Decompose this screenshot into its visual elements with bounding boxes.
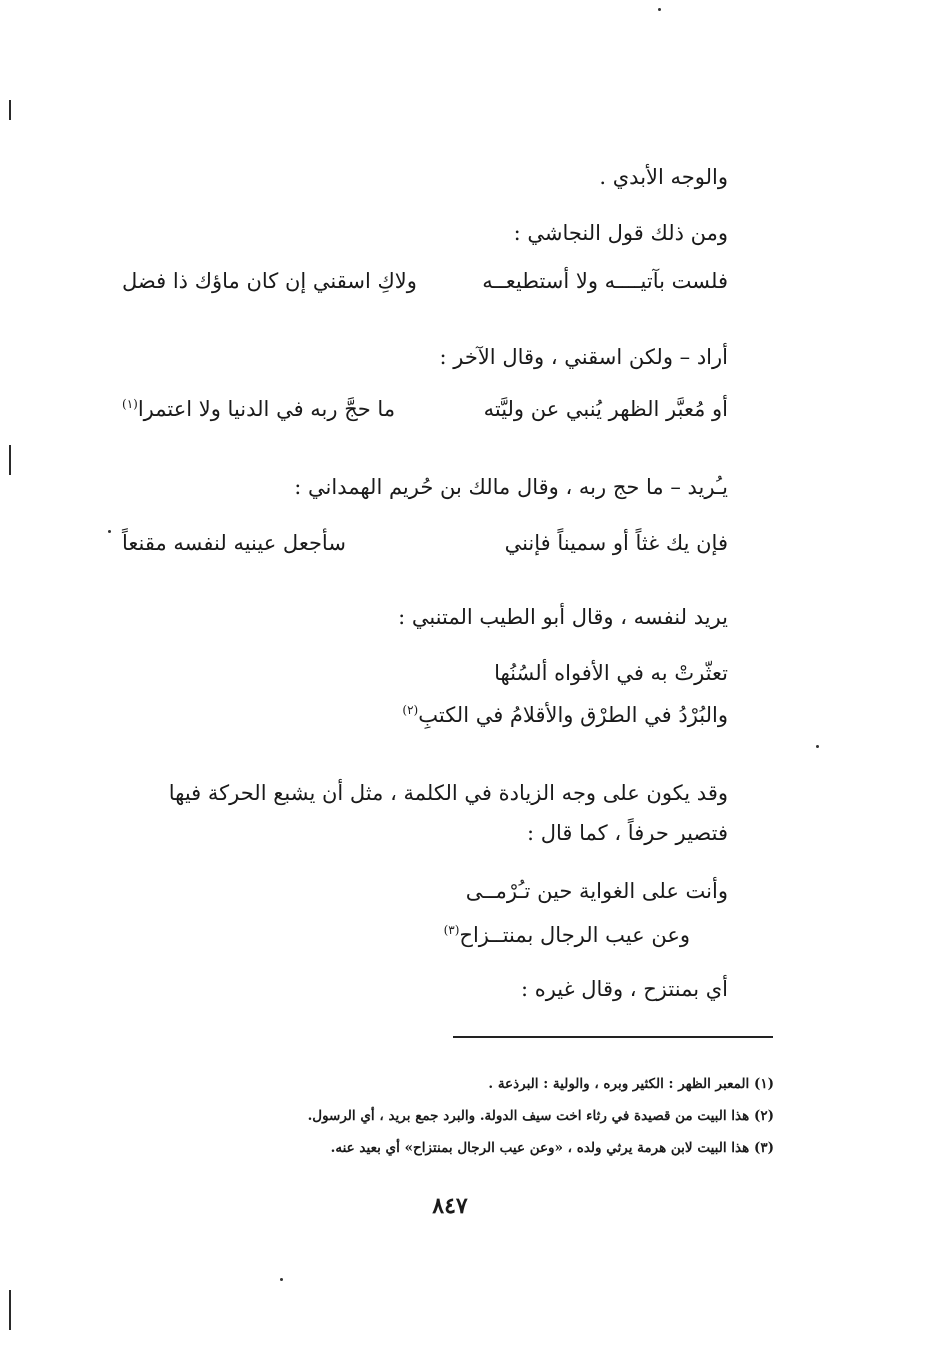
verse-line-first: تعثّرتْ به في الأفواه ألسُنُها	[494, 661, 728, 685]
verse-hemistich-second	[122, 394, 395, 424]
verse-line	[122, 266, 728, 296]
footnote-separator	[453, 1036, 773, 1038]
scan-speck	[816, 745, 819, 748]
text-line: أراد – ولكن اسقني ، وقال الآخر :	[439, 345, 728, 369]
scan-edge-line	[9, 445, 11, 475]
text-line: فتصير حرفاً ، كما قال :	[527, 821, 728, 845]
verse-hemistich-second: ولاكِ اسقني إن كان ماؤك ذا فضل	[122, 269, 417, 293]
verse-line-second	[402, 700, 728, 730]
text-line: وقد يكون على وجه الزيادة في الكلمة ، مثل أن يشبع الحركة فيها	[168, 781, 728, 805]
verse-hemistich-first: فإن يك غثاً أو سميناً فإنني	[504, 531, 728, 555]
verse-line	[122, 394, 728, 424]
footnote-marker: (١)	[122, 397, 138, 411]
verse-line	[122, 528, 728, 558]
verse-text: وعن عيب الرجال بمنتــزاح	[459, 923, 690, 947]
verse-hemistich-first: أو مُعبَّر الظهر يُنبي عن وليَّته	[483, 397, 728, 421]
scan-speck	[280, 1278, 283, 1281]
verse-text: ما حجَّ ربه في الدنيا ولا اعتمرا	[137, 397, 396, 421]
scan-edge-line	[9, 1290, 11, 1330]
footnote: (٢) هذا البيت من قصيدة في رثاء اخت سيف الدولة. والبرد جمع بريد ، أي الرسول.	[307, 1108, 774, 1124]
scan-edge-line	[9, 100, 11, 120]
verse-line-second	[444, 920, 690, 950]
footnote-marker: (٣)	[443, 923, 460, 937]
footnote-marker: (٢)	[402, 703, 419, 717]
verse-line-first: وأنت على الغواية حين تـُرْمــى	[465, 879, 728, 903]
scan-speck	[658, 8, 661, 11]
text-line: يريد لنفسه ، وقال أبو الطيب المتنبي :	[398, 605, 728, 629]
verse-hemistich-second: سأجعل عينيه لنفسه مقنعاً	[122, 531, 346, 555]
text-line: أي بمنتزح ، وقال غيره :	[520, 977, 728, 1001]
page-number: ٨٤٧	[432, 1193, 468, 1219]
text-line: ومن ذلك قول النجاشي :	[513, 221, 728, 245]
text-line: والوجه الأبدي .	[599, 165, 728, 189]
footnote: (١) المعبر الظهر : الكثير وبره ، والولية : البرذعة .	[488, 1076, 774, 1092]
verse-text: والبُرْدُ في الطرْق والأقلامُ في الكتبِ	[418, 703, 728, 727]
scan-speck	[108, 530, 111, 533]
footnote: (٣) هذا البيت لابن هرمة يرثي ولده ، «وعن عيب الرجال بمنتزاح» أي بعيد عنه.	[330, 1140, 774, 1156]
text-line: يـُريد – ما حج ربه ، وقال مالك بن حُريم الهمداني :	[294, 475, 728, 499]
verse-hemistich-first: فلست بآتيــــه ولا أستطيعــه	[482, 269, 728, 293]
